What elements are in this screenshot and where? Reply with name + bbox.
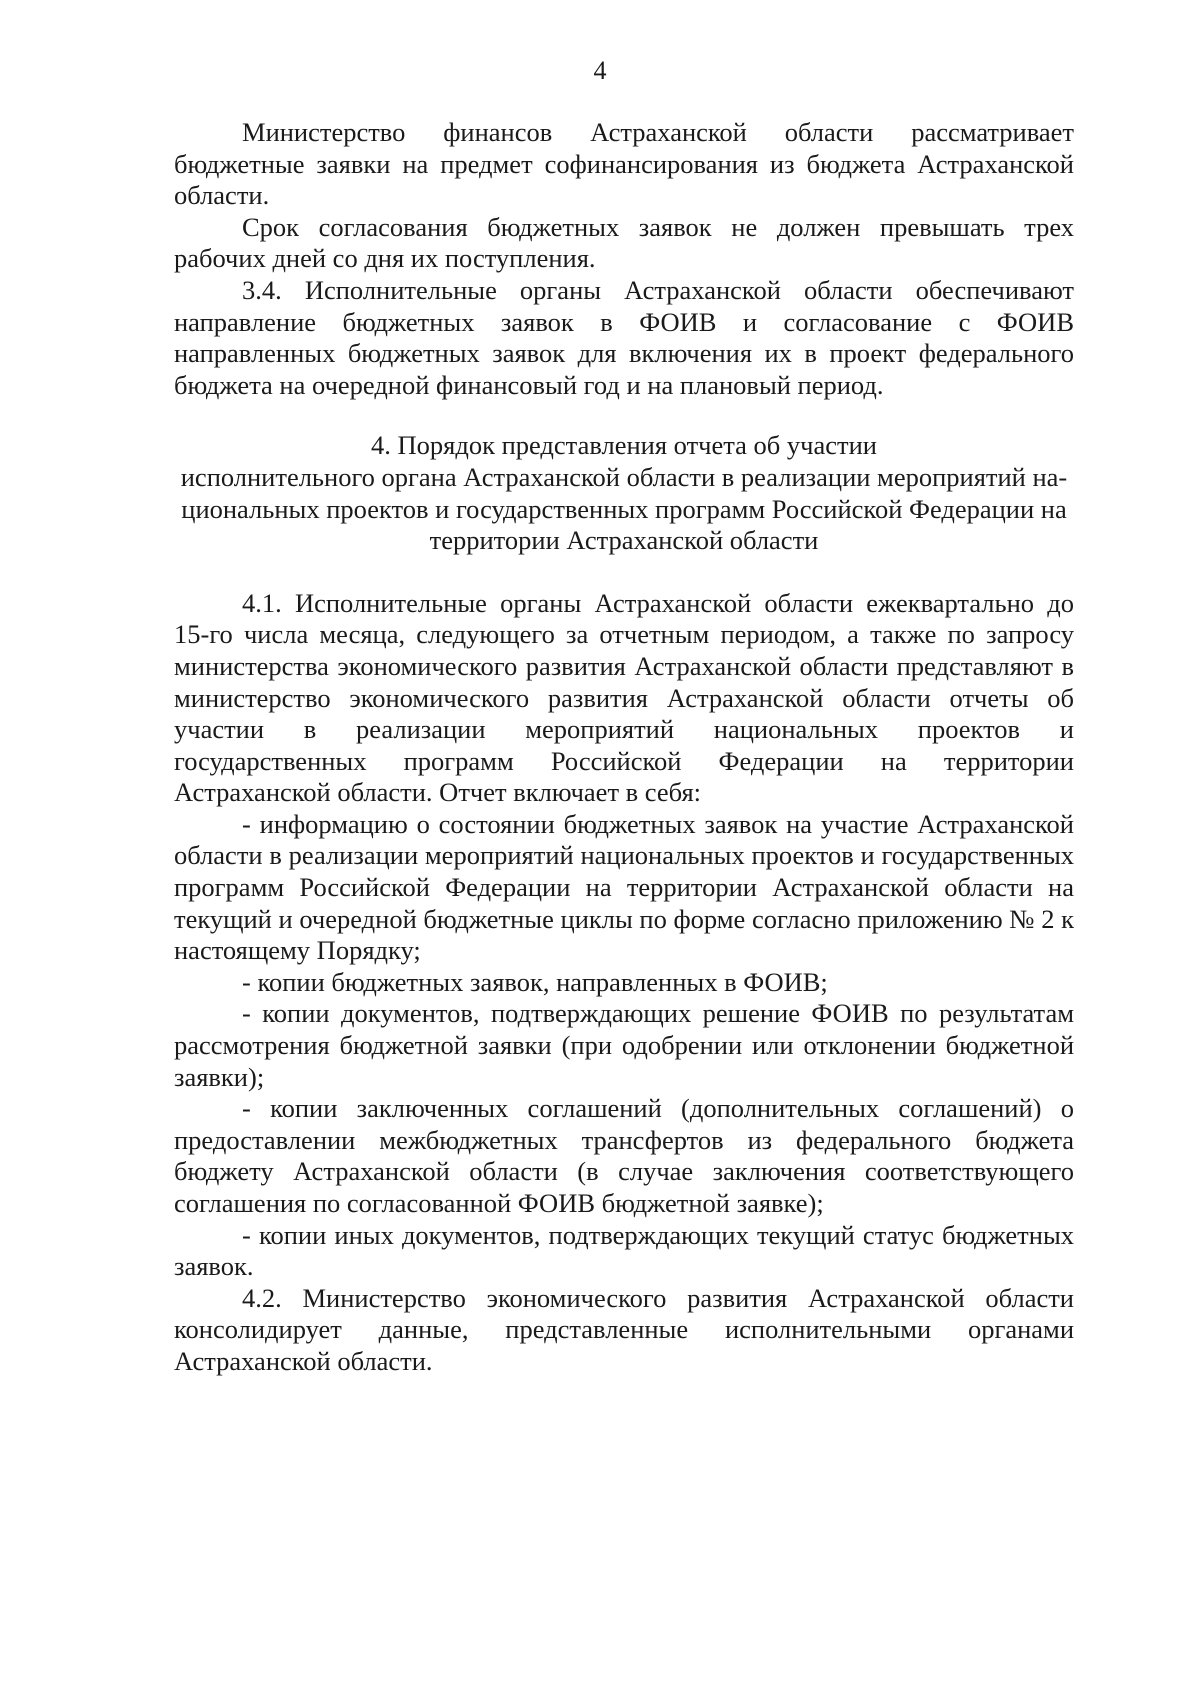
section-heading-line: территории Астраханской области	[429, 525, 819, 556]
paragraph-3-4: 3.4. Исполнительные органы Астраханской области обеспечивают направление бюджетных заявок в ФОИВ и согласование с ФОИВ направленных бюджетных заявок для включения их в проект федерального бюджета на очередной финансовый год и на плановый период.	[174, 274, 1074, 400]
paragraph-minfin-review: Министерство финансов Астраханской области рассматривает бюджетные заявки на предмет софинансирования из бюджета Астраханской области.	[174, 117, 1074, 211]
list-item-budget-requests-info: - информацию о состоянии бюджетных заявок на участие Астраханской области в реализации мероприятий национальных проектов и государственных программ Российской Федерации на территории Астраханской области на текущий и очередной бюджетные циклы по форме согласно приложению № 2 к настоящему Порядку;	[174, 808, 1074, 966]
section-heading-line: 4. Порядок представления отчета об участии	[371, 430, 877, 461]
section-4-heading	[174, 430, 1074, 556]
section-heading-line: исполнительного органа Астраханской области в реализации мероприятий на-	[180, 461, 1068, 492]
list-item-request-copies: - копии бюджетных заявок, направленных в ФОИВ;	[242, 966, 828, 997]
document-body	[174, 117, 1074, 1378]
paragraph-approval-term: Срок согласования бюджетных заявок не должен превышать трех рабочих дней со дня их поступления.	[174, 211, 1074, 274]
paragraph-4-2: 4.2. Министерство экономического развития Астраханской области консолидирует данные, представленные исполнительными органами Астраханской области.	[174, 1282, 1074, 1376]
list-item-agreements: - копии заключенных соглашений (дополнительных соглашений) о предоставлении межбюджетных трансфертов из федерального бюджета бюджету Астраханской области (в случае заключения соответствующего соглашения по согласованной ФОИВ бюджетной заявке);	[174, 1093, 1074, 1218]
page-number: 4	[593, 56, 607, 85]
paragraph-4-1: 4.1. Исполнительные органы Астраханской области ежеквартально до 15-го числа месяца, следующего за отчетным периодом, а также по запросу министерства экономического развития Астраханской области представляют в министерство экономического развития Астраханской области отчеты об участии в реализации мероприятий национальных проектов и государственных программ Российской Федерации на территории Астраханской области. Отчет включает в себя:	[174, 587, 1074, 808]
section-heading-line: циональных проектов и государственных программ Российской Федерации на	[181, 493, 1067, 524]
list-item-other-documents: - копии иных документов, подтверждающих текущий статус бюджетных заявок.	[174, 1219, 1074, 1282]
list-item-decision-documents: - копии документов, подтверждающих решение ФОИВ по результатам рассмотрения бюджетной заявки (при одобрении или отклонении бюджетной заявки);	[174, 998, 1074, 1092]
